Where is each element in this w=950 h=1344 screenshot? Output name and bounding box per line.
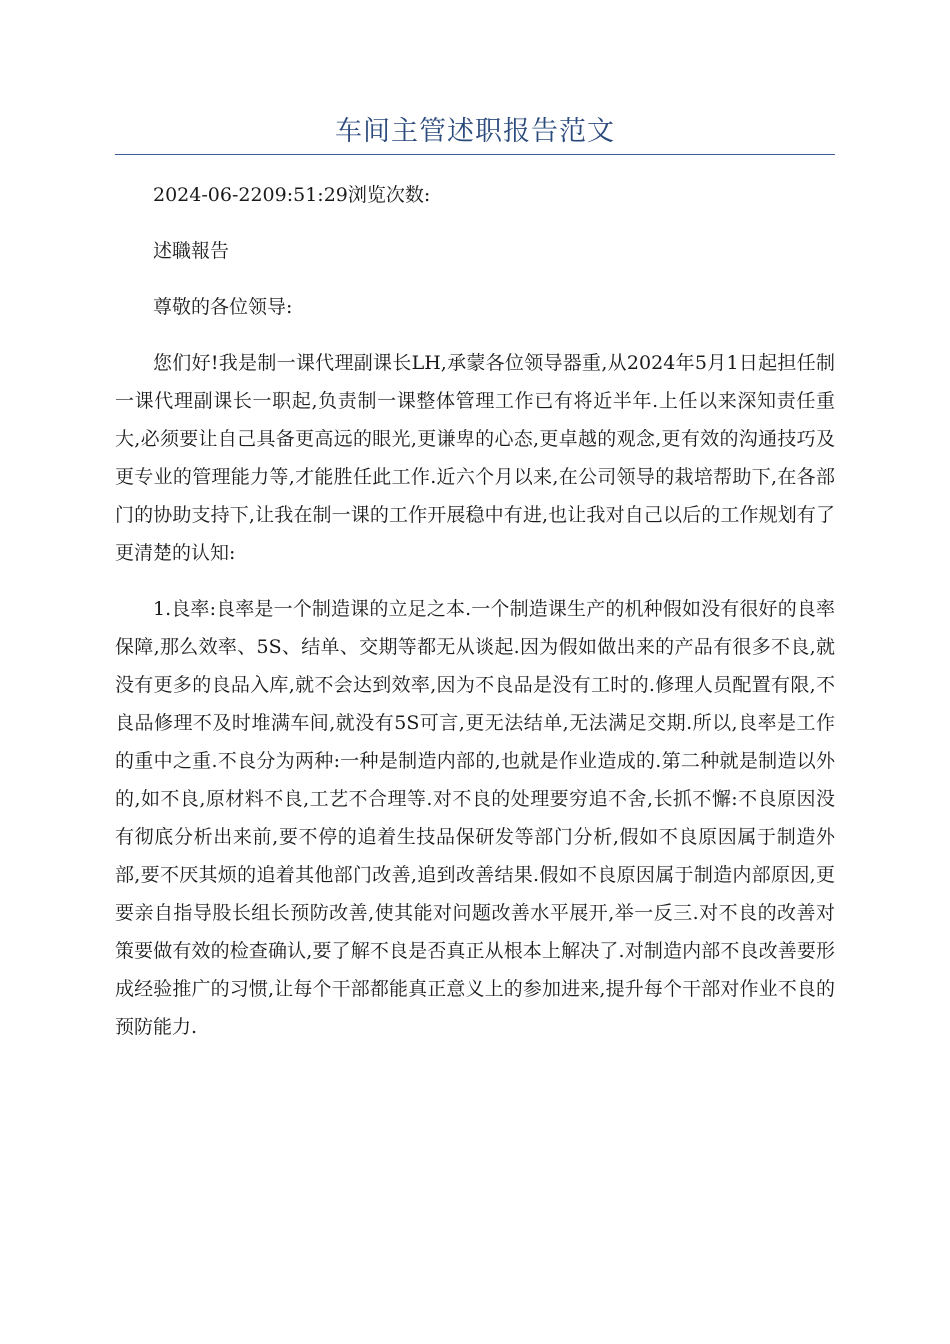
- paragraph-yield: 1.良率:良率是一个制造课的立足之本.一个制造课生产的机种假如没有很好的良率保障,那么效率、5S、结单、交期等都无从谈起.因为假如做出来的产品有很多不良,就没有更多的良品入库,就不会达到效率,因为不良品是没有工时的.修理人员配置有限,不良品修理不及时堆满车间,就没有5S可言,更无法结单,无法满足交期.所以,良率是工作的重中之重.不良分为两种:一种是制造内部的,也就是作业造成的.第二种就是制造以外的,如不良,原材料不良,工艺不合理等.对不良的处理要穷追不舍,长抓不懈:不良原因没有彻底分析出来前,要不停的追着生技品保研发等部门分析,假如不良原因属于制造外部,要不厌其烦的追着其他部门改善,追到改善结果.假如不良原因属于制造内部原因,更要亲自指导股长组长预防改善,使其能对问题改善水平展开,举一反三.对不良的改善对策要做有效的检查确认,要了解不良是否真正从根本上解决了.对制造内部不良改善要形成经验推广的习惯,让每个干部都能真正意义上的参加进来,提升每个干部对作业不良的预防能力.: [115, 598, 835, 1038]
- meta-line: 2024-06-2209:51:29浏览次数:: [153, 184, 431, 206]
- document-body: [115, 176, 835, 1064]
- document-title: 车间主管述职报告范文: [335, 116, 615, 147]
- title-underline: [115, 154, 835, 155]
- greeting: 尊敬的各位领导:: [153, 296, 293, 318]
- report-heading: 述職報告: [153, 240, 230, 262]
- paragraph-intro: 您们好!我是制一课代理副课长LH,承蒙各位领导器重,从2024年5月1日起担任制一课代理副课长一职起,负责制一课整体管理工作已有将近半年.上任以来深知责任重大,必须要让自己具备更高远的眼光,更谦卑的心态,更卓越的观念,更有效的沟通技巧及更专业的管理能力等,才能胜任此工作.近六个月以来,在公司领导的栽培帮助下,在各部门的协助支持下,让我在制一课的工作开展稳中有进,也让我对自己以后的工作规划有了更清楚的认知:: [115, 352, 835, 564]
